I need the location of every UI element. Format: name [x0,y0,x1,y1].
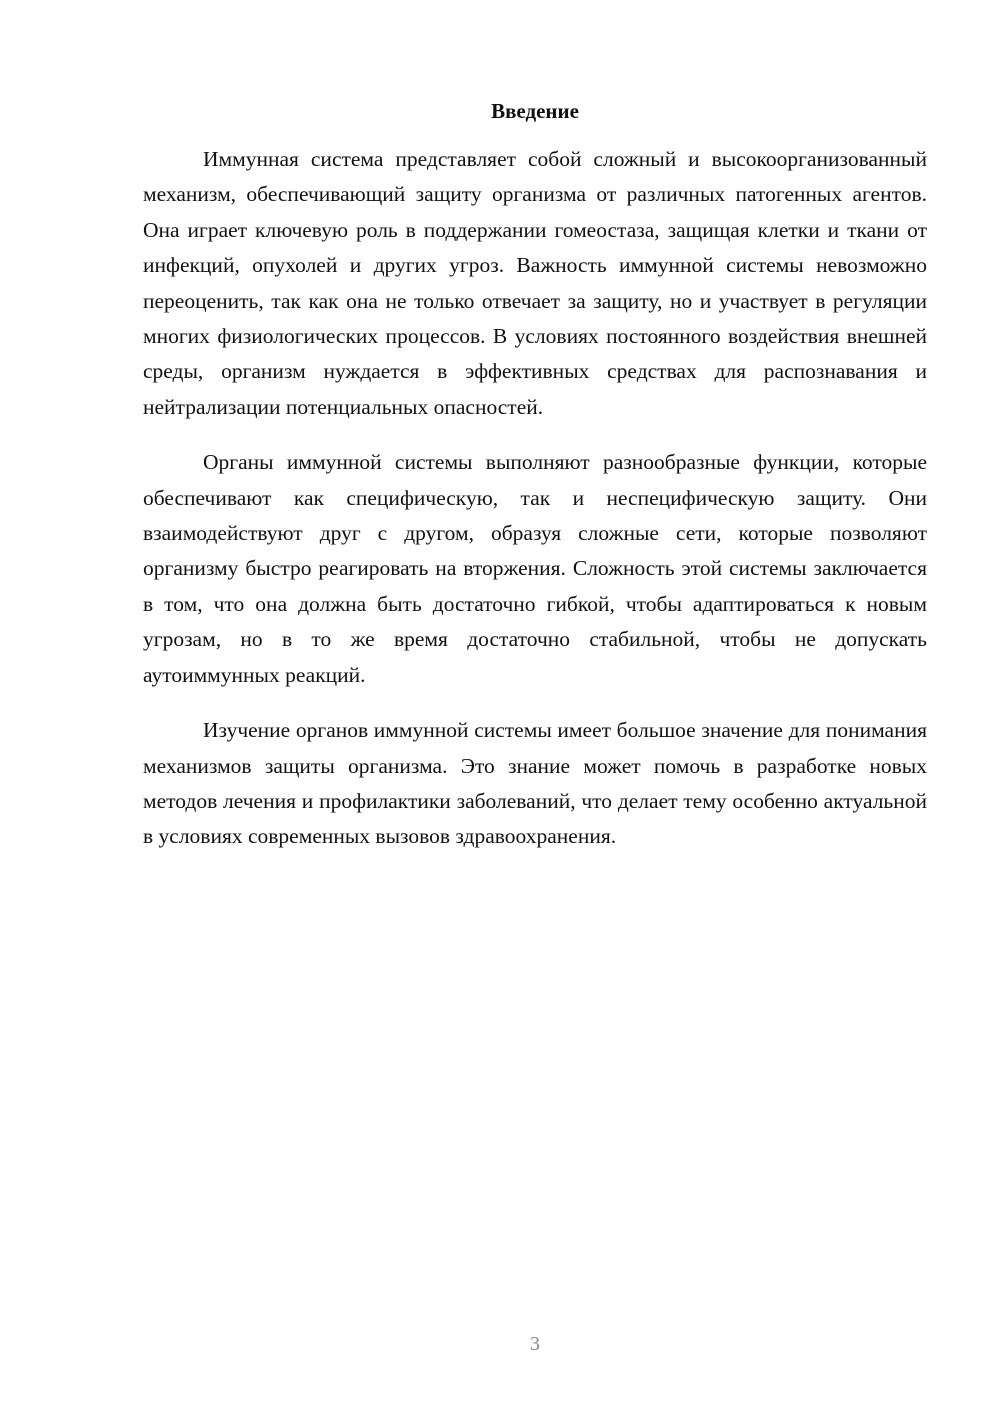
page-number: 3 [530,1333,540,1355]
paragraph-3: Изучение органов иммунной системы имеет большое значение для понимания механизмов защиты организма. Это знание может помочь в разработке новых методов лечения и профилактики заболеваний, что делает тему особенно актуальной в условиях современных вызовов здравоохранения. [143,718,927,849]
paragraph-1: Иммунная система представляет собой сложный и высокоорганизованный механизм, обеспечивающий защиту организма от различных патогенных агентов. Она играет ключевую роль в поддержании гомеостаза, защищая клетки и ткани от инфекций, опухолей и других угроз. Важность иммунной системы невозможно переоценить, так как она не только отвечает за защиту, но и участвует в регуляции многих физиологических процессов. В условиях постоянного воздействия внешней среды, организм нуждается в эффективных средствах для распознавания и нейтрализации потенциальных опасностей. [143,147,927,419]
body-text [143,142,927,875]
paragraph-2: Органы иммунной системы выполняют разнообразные функции, которые обеспечивают как специфическую, так и неспецифическую защиту. Они взаимодействуют друг с другом, образуя сложные сети, которые позволяют организму быстро реагировать на вторжения. Сложность этой системы заключается в том, что она должна быть достаточно гибкой, чтобы адаптироваться к новым угрозам, но в то же время достаточно стабильной, чтобы не допускать аутоиммунных реакций. [143,450,927,687]
section-heading: Введение [491,99,579,123]
